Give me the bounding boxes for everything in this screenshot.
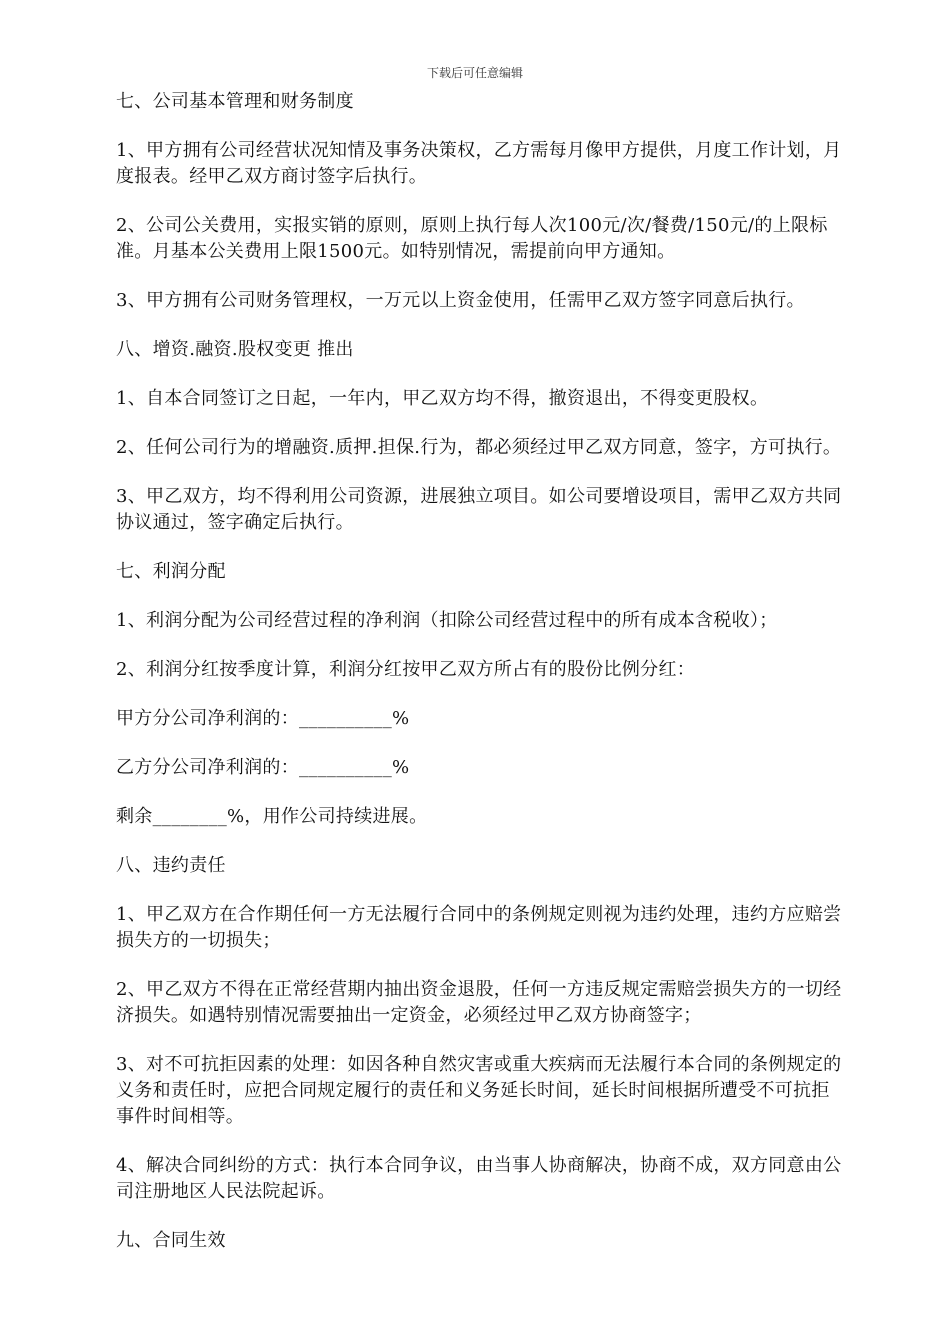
- clause-capital-1: 1、自本合同签订之日起，一年内，甲乙双方均不得，撤资退出，不得变更股权。: [116, 388, 769, 409]
- section-heading-management: 七、公司基本管理和财务制度: [116, 91, 354, 112]
- clause-profit-1: 1、利润分配为公司经营过程的净利润（扣除公司经营过程中的所有成本含税收）；: [116, 610, 778, 631]
- section-heading-capital-change: 八、增资.融资.股权变更 推出: [116, 339, 354, 360]
- profit-share-remainder: 剩余________%，用作公司持续进展。: [116, 806, 428, 827]
- clause-breach-1: 1、甲乙双方在合作期任何一方无法履行合同中的条例规定则视为违约处理，违约方应赔尝损失方的一切损失；: [116, 904, 842, 951]
- clause-management-2: 2、公司公关费用，实报实销的原则，原则上执行每人次100元/次/餐费/150元/的上限标准。月基本公关费用上限1500元。如特别情况，需提前向甲方通知。: [116, 215, 828, 262]
- profit-share-party-a: 甲方分公司净利润的：__________%: [116, 708, 410, 729]
- profit-share-party-b: 乙方分公司净利润的：__________%: [116, 757, 410, 778]
- page-header-note: 下载后可任意编辑: [426, 66, 523, 80]
- clause-breach-4: 4、解决合同纠纷的方式：执行本合同争议，由当事人协商解决，协商不成，双方同意由公司注册地区人民法院起诉。: [116, 1155, 842, 1202]
- clause-management-3: 3、甲方拥有公司财务管理权，一万元以上资金使用，任需甲乙双方签字同意后执行。: [116, 290, 805, 311]
- clause-management-1: 1、甲方拥有公司经营状况知情及事务决策权，乙方需每月像甲方提供，月度工作计划，月度报表。经甲乙双方商讨签字后执行。: [116, 140, 842, 187]
- document-body: [116, 89, 844, 1277]
- clause-breach-2: 2、甲乙双方不得在正常经营期内抽出资金退股，任何一方违反规定需赔尝损失方的一切经济损失。如遇特别情况需要抽出一定资金，必须经过甲乙双方协商签字；: [116, 979, 842, 1026]
- clause-profit-2: 2、利润分红按季度计算，利润分红按甲乙双方所占有的股份比例分红：: [116, 659, 696, 680]
- clause-capital-2: 2、任何公司行为的增融资.质押.担保.行为，都必须经过甲乙双方同意，签字，方可执行。: [116, 437, 842, 458]
- section-heading-breach: 八、违约责任: [116, 855, 226, 876]
- clause-capital-3: 3、甲乙双方，均不得利用公司资源，进展独立项目。如公司要增设项目，需甲乙双方共同协议通过，签字确定后执行。: [116, 486, 842, 533]
- clause-breach-3: 3、对不可抗拒因素的处理：如因各种自然灾害或重大疾病而无法履行本合同的条例规定的义务和责任时，应把合同规定履行的责任和义务延长时间，延长时间根据所遭受不可抗拒事件时间相等。: [116, 1054, 842, 1127]
- section-heading-profit: 七、利润分配: [116, 561, 226, 582]
- section-heading-effective: 九、合同生效: [116, 1230, 226, 1251]
